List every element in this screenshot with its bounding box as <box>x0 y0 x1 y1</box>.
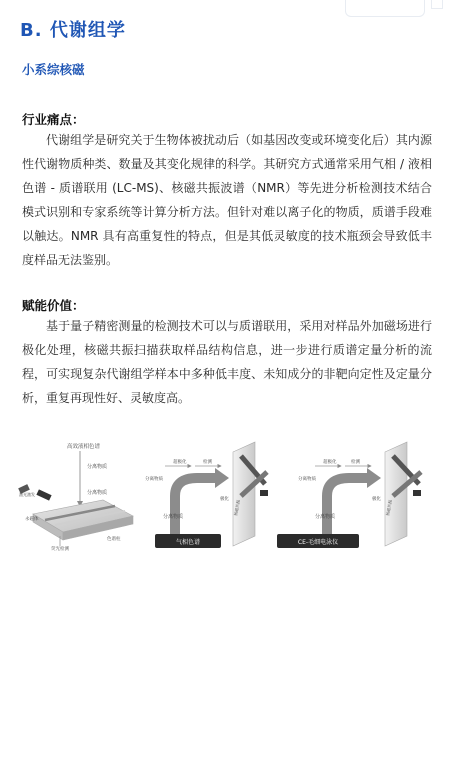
polarize-label: 极化 <box>372 497 381 502</box>
hplc-label: 高效液相色谱 <box>67 444 101 450</box>
separated-label: 分离物质 <box>87 464 108 470</box>
curved-arrow-head <box>215 468 229 488</box>
flow-label-2: 超极化 <box>323 460 337 465</box>
subsection-title: 小系综核磁 <box>22 62 85 77</box>
optic-label: 激光激发 <box>19 492 35 497</box>
substance-label: 分离物质 <box>87 490 108 496</box>
pain-points-heading: 行业痛点： <box>22 112 85 127</box>
decorative-frame-small <box>431 0 443 9</box>
separated-label: 分离物质 <box>315 514 336 520</box>
metabolomics-schematic-figure <box>15 436 440 571</box>
value-paragraph: 基于量子精密测量的检测技术可以与质谱联用，采用对样品外加磁场进行极化处理，核磁共振扫描获取样品结构信息，进一步进行质谱定量分析的流程，可实现复杂代谢组学样本中多种低丰度、未知成分的非靶向定性及定量分析，重复再现性好、灵敏度高。 <box>22 319 432 405</box>
curved-flow-arrow <box>175 478 215 534</box>
schematic-svg <box>15 436 440 571</box>
panel-hplc-chip <box>18 442 133 552</box>
capillary-electrophoresis-button-label: CE-毛细电泳仪 <box>297 539 339 546</box>
nmr-label: 核磁共振 <box>385 499 393 517</box>
separated-label: 分离物质 <box>163 514 184 520</box>
magnet-block <box>36 489 51 500</box>
flow-label-1: 分离物质 <box>298 477 316 482</box>
panel-gas-chromatography <box>145 442 268 548</box>
flow-label-2: 超极化 <box>173 460 187 465</box>
pain-points-paragraph: 代谢组学是研究关于生物体被扰动后（如基因改变或环境变化后）其内源性代谢物质种类、数量及其变化规律的科学。其研究方式通常采用气相 / 液相色谱 - 质谱联用 (LC-MS)、核磁共振波谱（NMR）等先进分析检测技术结合模式识别和专家系统等计算分析方法。但针对难以离子化的物质，质谱手段难以触达。NMR 具有高重复性的特点，但是其低灵敏度的技术瓶颈会导致低丰度样品无法鉴别。 <box>22 133 432 267</box>
sensor-block <box>260 490 268 496</box>
section-title: B. 代谢组学 <box>20 20 126 41</box>
curved-arrow-head <box>367 468 381 488</box>
detect-label: 荧光检测 <box>51 547 69 552</box>
nmr-label: 核磁共振 <box>233 499 241 517</box>
value-heading: 赋能价值： <box>22 298 85 313</box>
flow-label-3: 检测 <box>203 460 212 465</box>
flow-label-3: 检测 <box>351 460 360 465</box>
polarize-label: 极化 <box>220 497 229 502</box>
flow-label-1: 分离物质 <box>145 477 163 482</box>
curved-flow-arrow <box>327 478 367 534</box>
decorative-frame <box>345 0 425 17</box>
column-label: 色谱柱 <box>107 537 121 542</box>
gas-chromatography-button-label: 气相色谱 <box>175 539 201 546</box>
magnet-label: 永磁体 <box>25 517 39 522</box>
panel-capillary-electrophoresis <box>277 442 421 548</box>
sensor-block <box>413 490 421 496</box>
